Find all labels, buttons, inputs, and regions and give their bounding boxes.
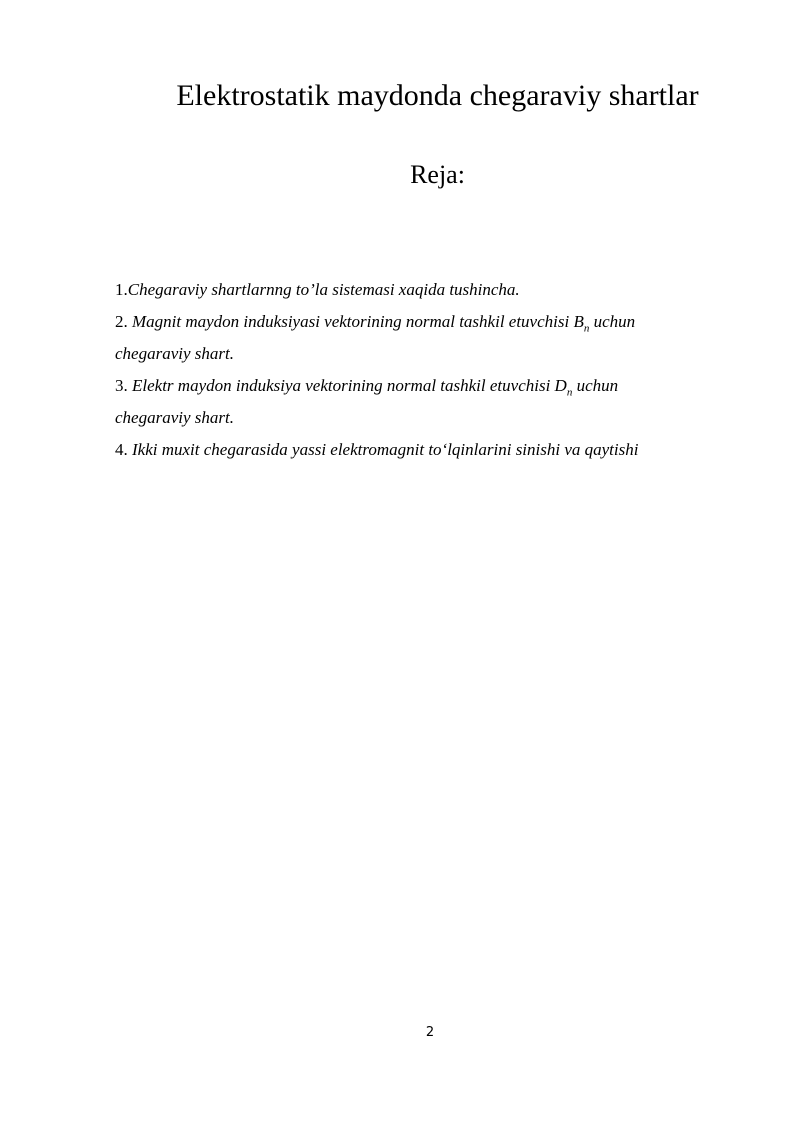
plan-item-text: Ikki muxit chegarasida yassi elektromagnit to‘lqinlarini sinishi va qaytishi [132,440,639,459]
plan-item-2 [115,306,715,338]
page-title: Elektrostatik maydonda chegaraviy shartlar [176,79,699,112]
plan-item-text-before: Magnit maydon induksiyasi vektorining normal tashkil etuvchisi B [132,312,584,331]
plan-item-4 [115,434,715,466]
plan-item-2-continuation [115,338,715,370]
plan-item-1 [115,274,715,306]
plan-heading: Reja: [410,160,465,189]
plan-item-number: 1. [115,280,128,299]
plan-item-number: 4. [115,440,132,459]
plan-item-3-continuation [115,402,715,434]
plan-item-text: chegaraviy shart. [115,408,234,427]
subscript-n: n [583,322,590,335]
plan-list [115,274,715,466]
plan-item-text: Chegaraviy shartlarnng to’la sistemasi xaqida tushincha. [127,280,520,299]
plan-item-3 [115,370,715,402]
plan-item-text-after: uchun [589,312,636,331]
page-number: 2 [425,1025,435,1040]
plan-item-text-before: Elektr maydon induksiya vektorining normal tashkil etuvchisi D [132,376,567,395]
plan-item-number: 3. [115,376,132,395]
plan-item-text-after: uchun [572,376,619,395]
plan-item-number: 2. [115,312,132,331]
plan-item-text [132,312,636,335]
plan-item-text [132,376,619,399]
subscript-n: n [566,386,573,399]
plan-item-text: chegaraviy shart. [115,344,234,363]
